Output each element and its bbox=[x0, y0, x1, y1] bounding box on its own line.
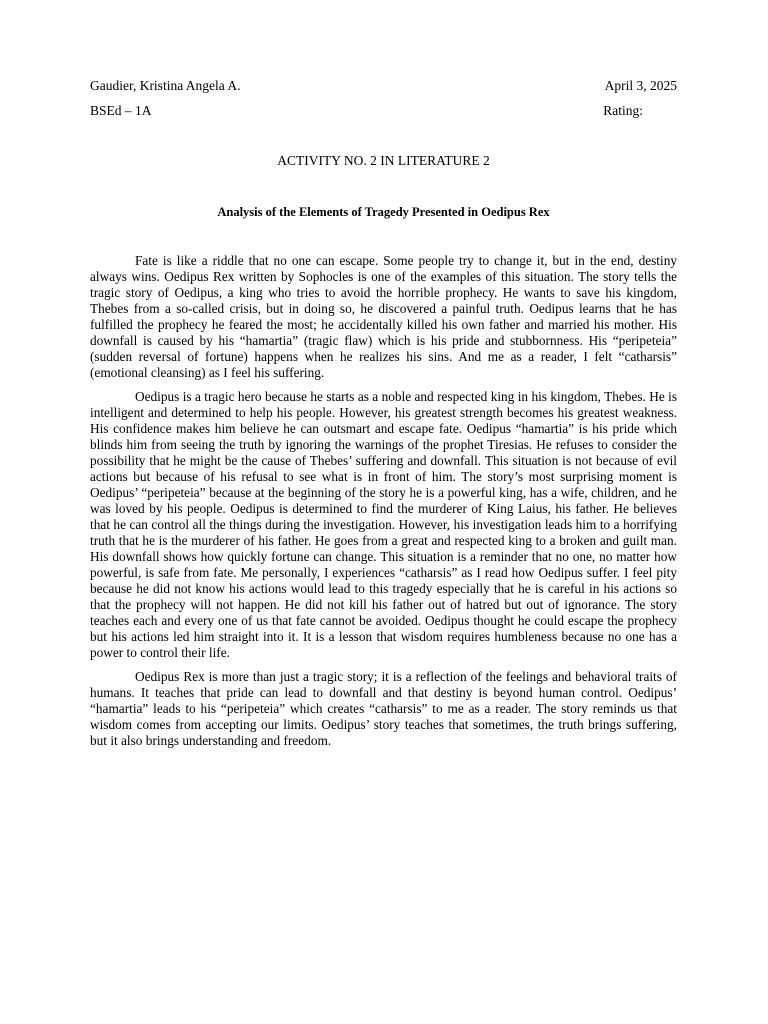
paragraph-2: Oedipus is a tragic hero because he starts as a noble and respected king in his kingdom, Thebes. He is intelligent and determined to help his people. However, his greatest strength becomes his greatest weakness. His confidence makes him believe he can outsmart and escape fate. Oedipus “hamartia” is his pride which blinds him from seeing the truth by ignoring the warnings of the prophet Tiresias. He refuses to consider the possibility that he might be the cause of Thebes’ suffering and downfall. This situation is not because of evil actions but because of his refusal to see what is in front of him. The story’s most surprising moment is Oedipus’ “peripeteia” because at the beginning of the story he is a powerful king, has a wife, children, and he was loved by his people. Oedipus is determined to find the murderer of King Laius, his father. He believes that he can control all the things during the investigation. However, his investigation leads him to a horrifying truth that he is the murderer of his father. He goes from a great and respected king to a broken and guilt man. His downfall shows how quickly fortune can change. This situation is a reminder that no one, no matter how powerful, is safe from fate. Me personally, I experiences “catharsis” as I read how Oedipus suffer. I feel pity because he did not know his actions would lead to this tragedy especially that he is careful in his actions so that the prophecy will not happen. He did not kill his father out of hatred but out of ignorance. The story teaches each and every one of us that fate cannot be avoided. Oedipus thought he could escape the prophecy but his actions led him straight into it. It is a lesson that wisdom requires humbleness because no one has a power to control their life. bbox=[90, 389, 677, 660]
course-section: BSEd – 1A bbox=[90, 103, 152, 118]
student-name: Gaudier, Kristina Angela A. bbox=[90, 78, 241, 93]
paragraph-3: Oedipus Rex is more than just a tragic story; it is a reflection of the feelings and behavioral traits of humans. It teaches that pride can lead to downfall and that destiny is beyond human control. Oedipus’ “hamartia” leads to his “peripeteia” which creates “catharsis” to me as a reader. The story reminds us that wisdom comes from accepting our limits. Oedipus’ story teaches that sometimes, the truth brings suffering, but it also brings understanding and freedom. bbox=[90, 669, 677, 748]
document-page bbox=[90, 0, 677, 1024]
paragraph-1: Fate is like a riddle that no one can escape. Some people try to change it, but in the end, destiny always wins. Oedipus Rex written by Sophocles is one of the examples of this situation. The story tells the tragic story of Oedipus, a king who tries to avoid the horrible prophecy. He wants to save his kingdom, Thebes from a so-called crisis, but in doing so, he discovered a painful truth. Oedipus learns that he has fulfilled the prophecy he feared the most; he accidentally killed his own father and married his mother. His downfall is caused by his “hamartia” (tragic flaw) which is his pride and stubbornness. His “peripeteia” (sudden reversal of fortune) happens when he realizes his sins. And me as a reader, I felt “catharsis” (emotional cleansing) as I feel his suffering. bbox=[90, 253, 677, 380]
submission-date: April 3, 2025 bbox=[604, 78, 677, 93]
essay-body bbox=[90, 253, 677, 757]
essay-title: Analysis of the Elements of Tragedy Presented in Oedipus Rex bbox=[217, 205, 550, 219]
rating-label: Rating: bbox=[603, 103, 643, 118]
activity-heading: ACTIVITY NO. 2 IN LITERATURE 2 bbox=[277, 153, 490, 168]
